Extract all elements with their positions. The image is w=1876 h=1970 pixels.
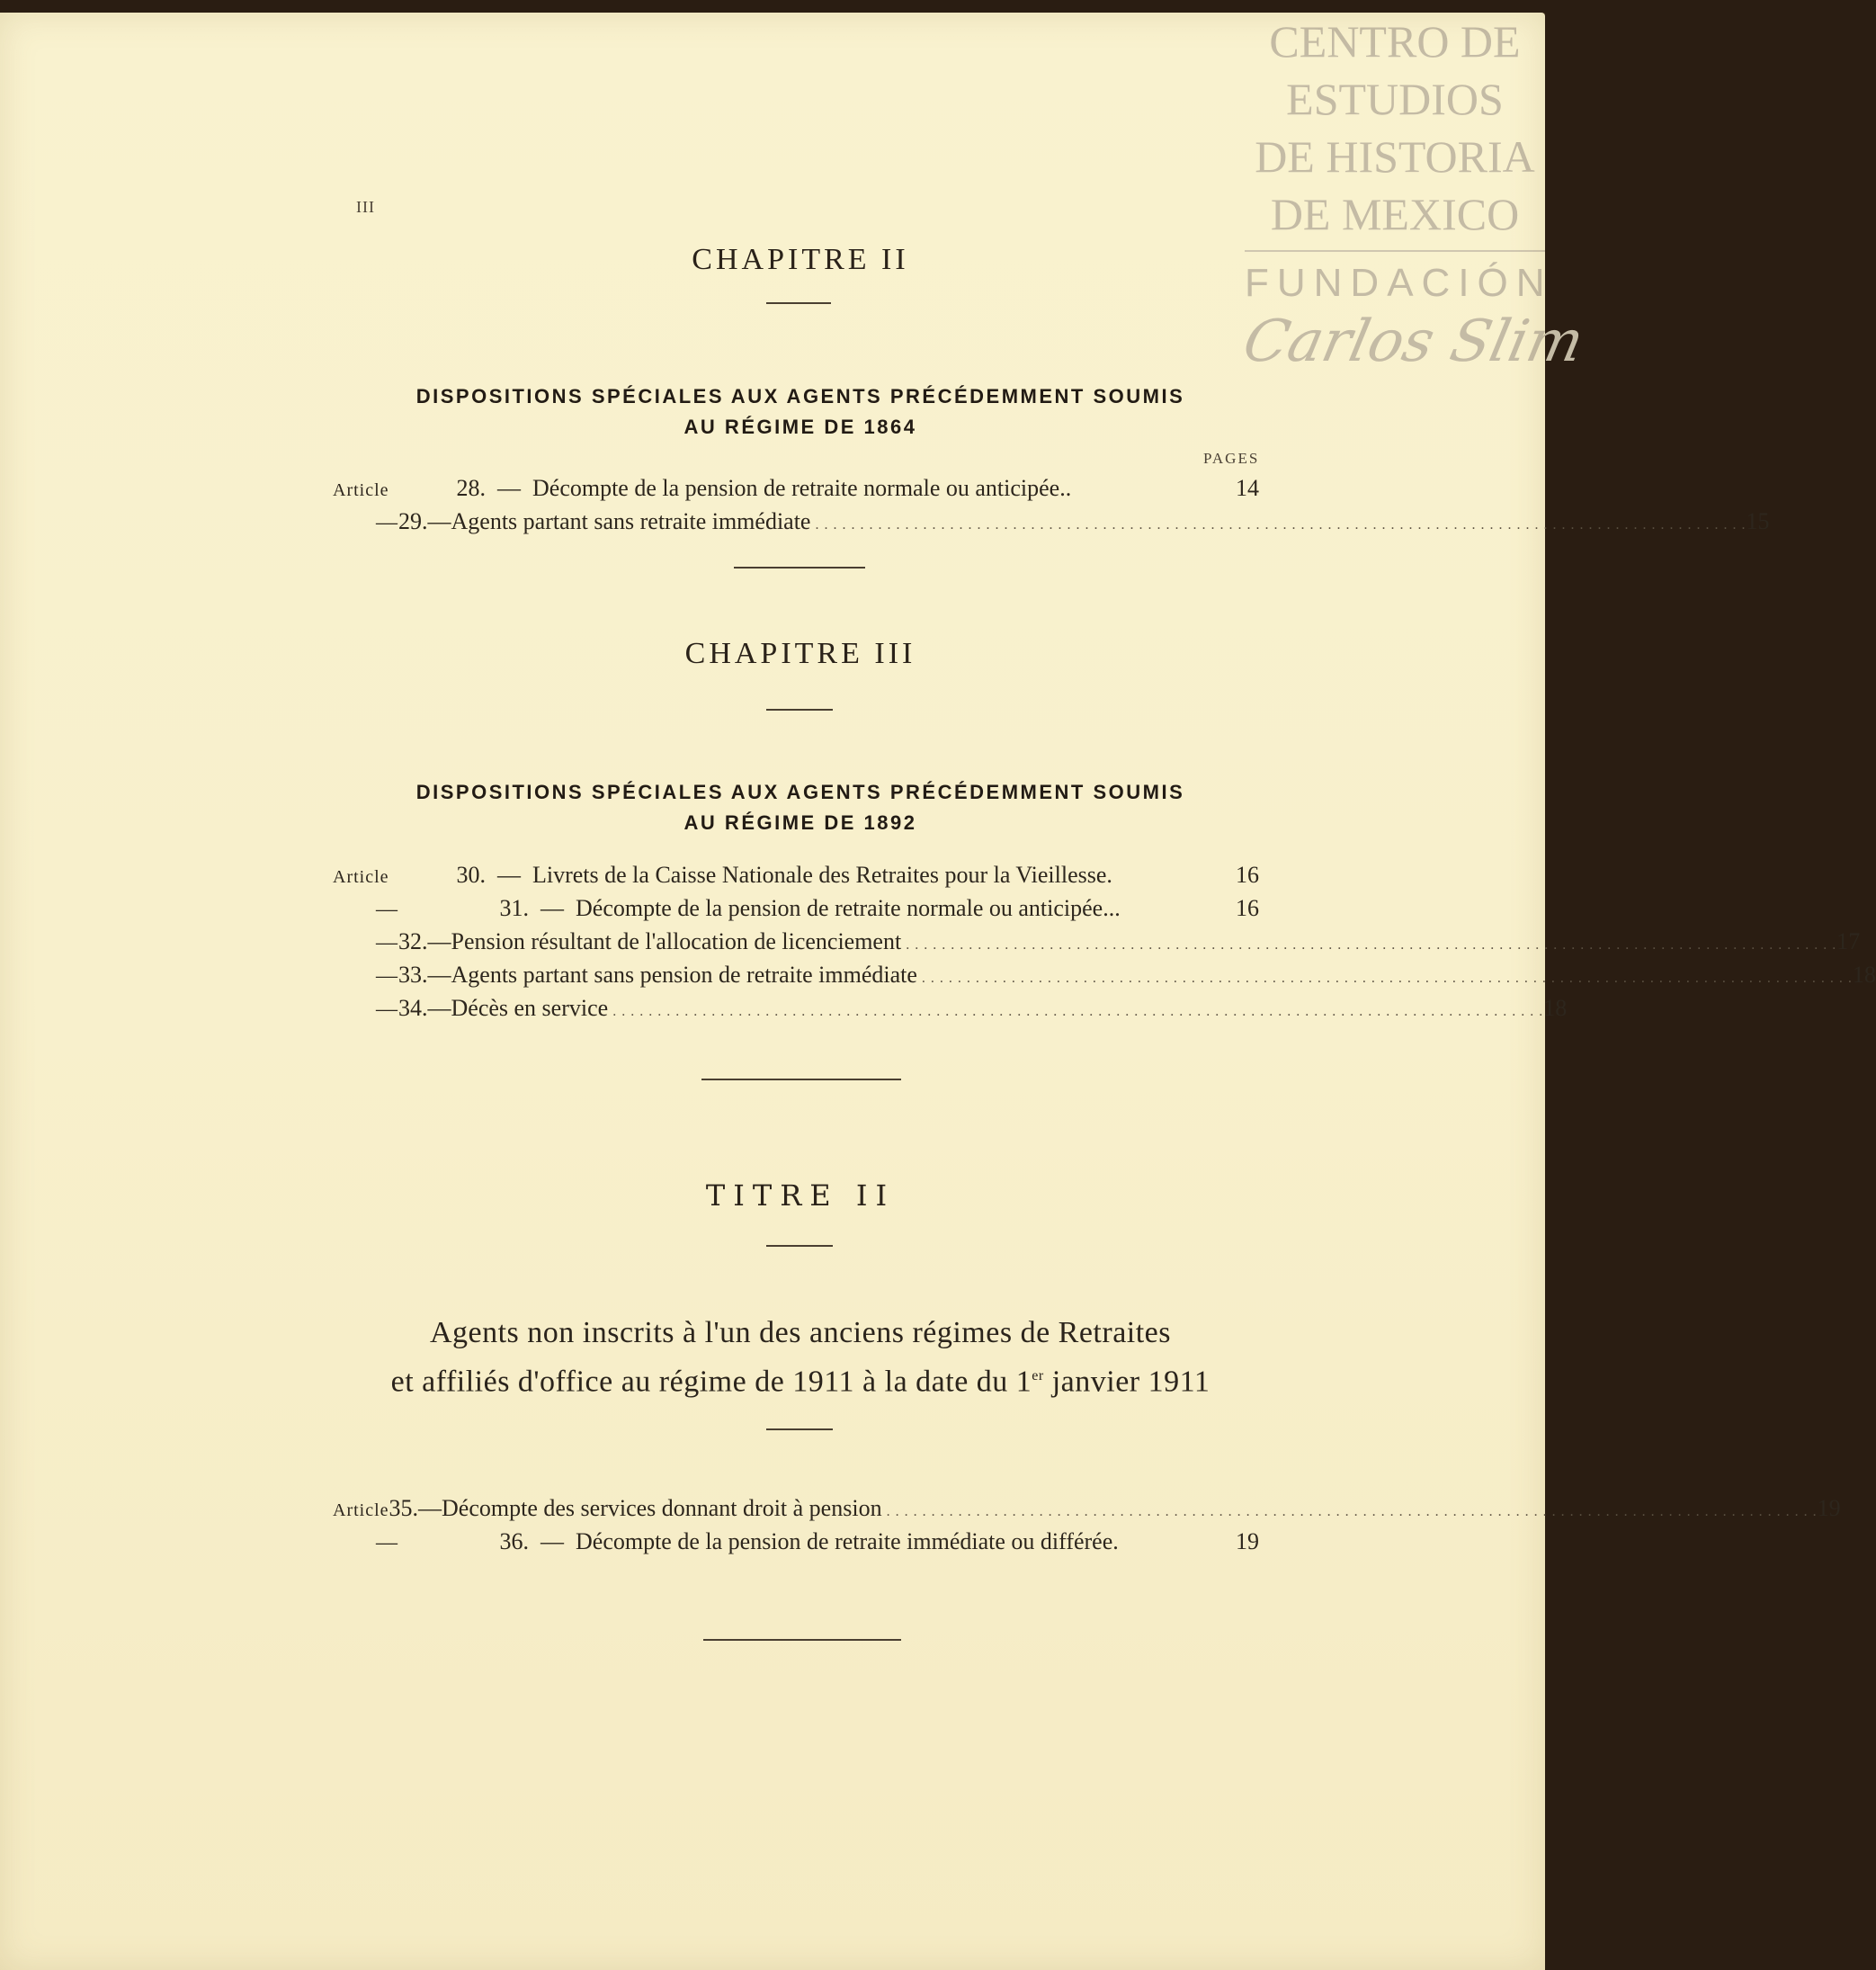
description-line: et affiliés d'office au régime de 1911 à la date du 1er janvier 1911 <box>390 1365 1210 1399</box>
chapter-2-subtitle <box>0 381 1601 443</box>
toc-article-number: 28. <box>456 475 486 501</box>
divider <box>766 1245 833 1247</box>
toc-article-number: 29. <box>398 508 428 534</box>
divider <box>766 302 831 304</box>
toc-article-label: Article <box>333 1500 389 1520</box>
watermark-foundation: FUNDACIÓN <box>1245 261 1553 305</box>
watermark-line: DE HISTORIA <box>1255 131 1535 182</box>
divider <box>703 1639 901 1641</box>
toc-separator: — <box>418 1495 442 1521</box>
watermark-line: DE MEXICO <box>1270 189 1520 239</box>
chapter-2-heading: CHAPITRE II <box>692 243 909 276</box>
toc-separator: — <box>427 962 451 988</box>
titre-2-heading: TITRE II <box>705 1178 896 1213</box>
toc-title: Décompte de la pension de retraite immédiate ou différée. <box>576 1528 1119 1554</box>
toc-article-label: — <box>376 998 398 1021</box>
toc-page-number: 19 <box>1236 1528 1259 1554</box>
toc-article-label: Article <box>333 480 389 500</box>
toc-entry <box>333 995 1568 1027</box>
toc-article-label: — <box>376 964 398 988</box>
toc-entry <box>333 475 1259 507</box>
toc-separator: — <box>540 1528 564 1554</box>
description-line: Agents non inscrits à l'un des anciens régimes de Retraites <box>429 1316 1172 1349</box>
toc-article-label: — <box>376 1531 398 1554</box>
toc-title: Agents partant sans pension de retraite immédiate . . . <box>451 962 1853 989</box>
toc-entry <box>333 508 1770 541</box>
toc-entry <box>333 1495 1841 1527</box>
toc-separator: — <box>497 862 521 888</box>
toc-page-number: 18 <box>1852 962 1876 988</box>
toc-title: Décès en service . . . <box>451 995 1544 1022</box>
archive-watermark <box>1237 13 1590 378</box>
toc-entry <box>333 1528 1259 1561</box>
toc-article-number: 30. <box>456 862 486 888</box>
toc-page-number: 15 <box>1746 508 1770 534</box>
chapter-3-subtitle <box>0 777 1601 838</box>
toc-article-number: 34. <box>398 995 428 1021</box>
toc-page-number: 18 <box>1543 995 1568 1021</box>
toc-separator: — <box>497 475 521 501</box>
divider <box>701 1079 901 1080</box>
toc-article-label: Article <box>333 867 389 887</box>
toc-page-number: 17 <box>1836 928 1861 954</box>
watermark-signature: Carlos Slim <box>1237 309 1590 375</box>
subtitle-line: DISPOSITIONS SPÉCIALES AUX AGENTS PRÉCÉDEMMENT SOUMIS <box>415 385 1185 407</box>
toc-article-number: 32. <box>398 928 428 954</box>
subtitle-line: AU RÉGIME DE 1892 <box>683 811 917 834</box>
toc-title: Décompte de la pension de retraite normale ou anticipée.. <box>532 475 1072 501</box>
toc-article-number: 33. <box>398 962 428 988</box>
toc-title: Pension résultant de l'allocation de licenciement . . . <box>451 928 1837 955</box>
chapter-3-heading: CHAPITRE III <box>684 637 916 670</box>
toc-article-number: 31. <box>499 895 529 921</box>
divider <box>766 1428 833 1430</box>
toc-article-number: 35. <box>389 1495 419 1521</box>
toc-article-number: 36. <box>499 1528 529 1554</box>
page-folio: III <box>356 198 375 216</box>
toc-separator: — <box>427 995 451 1021</box>
toc-separator: — <box>540 895 564 921</box>
toc-page-number: 19 <box>1817 1495 1841 1521</box>
toc-entry <box>333 928 1861 961</box>
divider <box>734 567 865 569</box>
toc-title: Agents partant sans retraite immédiate . . . <box>451 508 1746 535</box>
toc-article-label: — <box>376 931 398 954</box>
toc-entry <box>333 962 1876 994</box>
toc-title: Livrets de la Caisse Nationale des Retraites pour la Vieillesse. <box>532 862 1112 888</box>
toc-page-number: 14 <box>1236 475 1259 501</box>
toc-separator: — <box>427 508 451 534</box>
toc-title: Décompte des services donnant droit à pension . . . <box>442 1495 1818 1522</box>
watermark-line: CENTRO DE <box>1269 16 1521 67</box>
toc-entry <box>333 862 1259 894</box>
toc-article-label: — <box>376 898 398 921</box>
subtitle-line: AU RÉGIME DE 1864 <box>683 416 917 438</box>
toc-separator: — <box>427 928 451 954</box>
toc-entry <box>333 895 1259 927</box>
watermark-line: ESTUDIOS <box>1286 74 1504 124</box>
subtitle-line: DISPOSITIONS SPÉCIALES AUX AGENTS PRÉCÉDEMMENT SOUMIS <box>415 781 1185 803</box>
toc-title: Décompte de la pension de retraite normale ou anticipée... <box>576 895 1121 921</box>
divider <box>766 709 833 711</box>
toc-page-number: 16 <box>1236 895 1259 921</box>
toc-article-label: — <box>376 511 398 534</box>
pages-column-label: PAGES <box>1203 450 1260 467</box>
titre-2-description <box>0 1312 1601 1403</box>
toc-page-number: 16 <box>1236 862 1259 888</box>
document-page <box>0 13 1876 1970</box>
